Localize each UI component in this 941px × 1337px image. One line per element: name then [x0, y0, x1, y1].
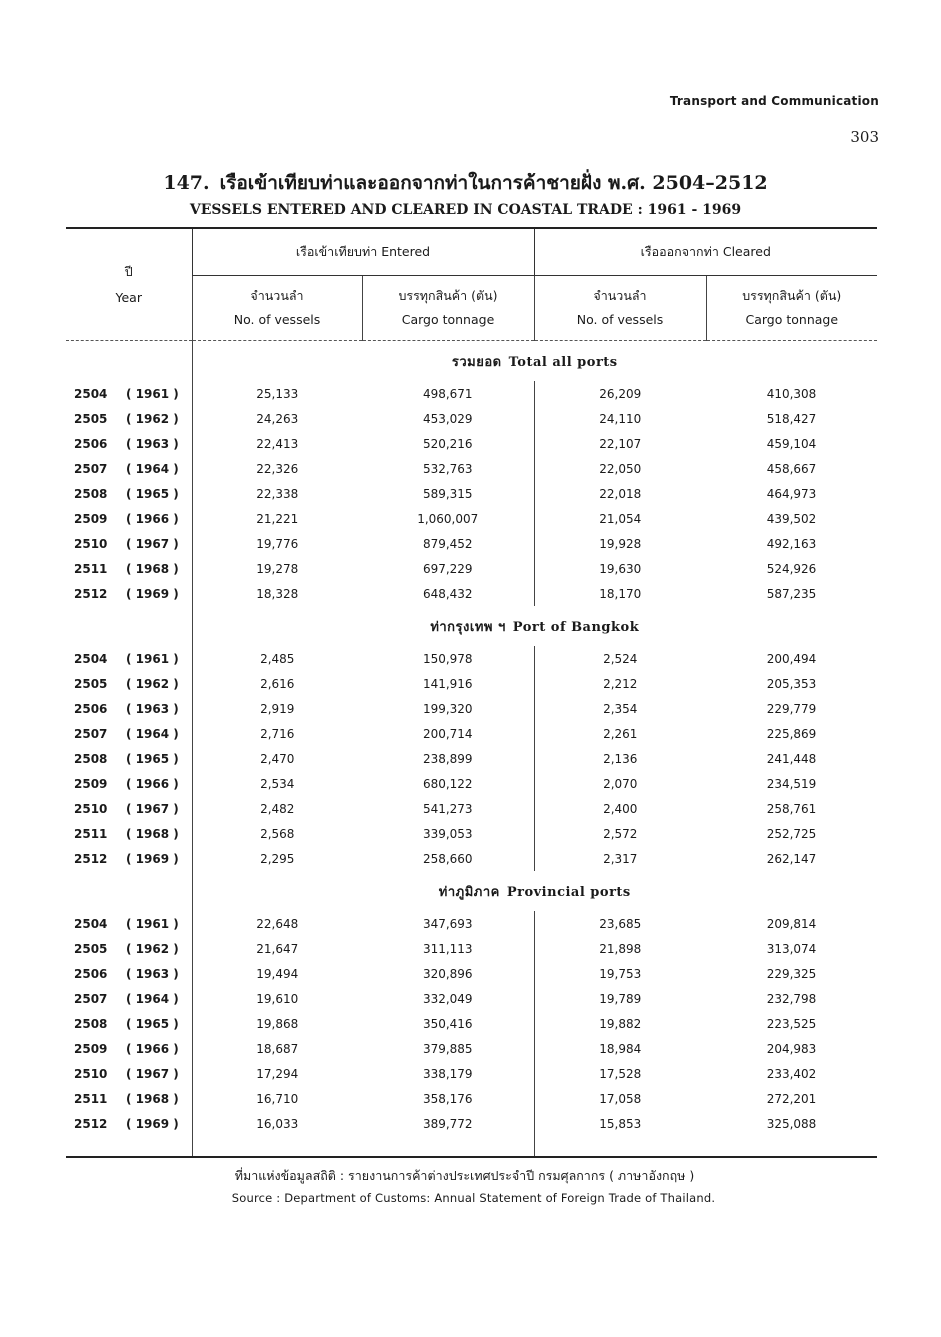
entered-cargo-cell: 339,053	[422, 826, 473, 841]
year-gregorian: ( 1966 )	[126, 1041, 179, 1056]
entered-vessels-cell: 22,413	[192, 431, 362, 456]
entered-vessels-cell: 2,470	[192, 746, 362, 771]
cleared-vessels-cell: 2,212	[534, 671, 706, 696]
table-row	[66, 406, 877, 431]
title-thai: เรือเข้าเทียบท่าและออกจากท่าในการค้าชายฝั่ง พ.ศ. 2504–2512	[219, 172, 768, 194]
table-row	[66, 796, 877, 821]
year-cell	[66, 746, 192, 771]
year-buddhist-era: 2507	[74, 461, 108, 476]
table-row	[66, 846, 877, 871]
section-header-row	[66, 871, 877, 911]
table-row	[66, 936, 877, 961]
entered-cargo-cell: 347,693	[422, 916, 473, 931]
year-cell	[66, 796, 192, 821]
cleared-cargo-cell: 272,201	[766, 1091, 817, 1106]
year-cell	[66, 646, 192, 671]
entered-vessels-cell: 16,033	[192, 1111, 362, 1136]
table-row	[66, 961, 877, 986]
table-row	[66, 671, 877, 696]
entered-cargo-cell: 311,113	[422, 941, 473, 956]
year-gregorian: ( 1966 )	[126, 776, 179, 791]
year-cell	[66, 986, 192, 1011]
table-row	[66, 506, 877, 531]
entered-group-header: เรือเข้าเทียบท่า Entered	[192, 228, 534, 276]
section-label	[192, 871, 877, 911]
cleared-cargo-cell: 325,088	[766, 1116, 817, 1131]
entered-cargo-cell: 320,896	[422, 966, 473, 981]
entered-vessels-cell: 17,294	[192, 1061, 362, 1086]
entered-cargo-cell: 389,772	[422, 1116, 473, 1131]
year-buddhist-era: 2504	[74, 386, 108, 401]
entered-cargo-header	[362, 276, 534, 341]
year-buddhist-era: 2506	[74, 966, 108, 981]
year-gregorian: ( 1963 )	[126, 966, 179, 981]
year-header	[66, 228, 192, 341]
year-gregorian: ( 1968 )	[126, 1091, 179, 1106]
table-row	[66, 581, 877, 606]
year-buddhist-era: 2509	[74, 511, 108, 526]
cleared-cargo-cell: 410,308	[766, 386, 817, 401]
year-buddhist-era: 2505	[74, 676, 108, 691]
cleared-vessels-cell: 24,110	[534, 406, 706, 431]
year-gregorian: ( 1961 )	[126, 651, 179, 666]
cleared-vessels-cell: 2,317	[534, 846, 706, 871]
year-buddhist-era: 2510	[74, 801, 108, 816]
cleared-cargo-cell: 233,402	[766, 1066, 817, 1081]
statistics-table-container	[66, 227, 877, 1158]
cleared-vessels-cell: 2,261	[534, 721, 706, 746]
table-row	[66, 431, 877, 456]
section-header-row	[66, 341, 877, 382]
entered-vessels-cell: 21,647	[192, 936, 362, 961]
section-label-gap	[500, 885, 507, 900]
entered-vessels-cell: 2,716	[192, 721, 362, 746]
year-cell	[66, 381, 192, 406]
year-cell	[66, 581, 192, 606]
cleared-cargo-cell: 205,353	[766, 676, 817, 691]
year-header-thai: ปี	[124, 263, 133, 279]
year-buddhist-era: 2507	[74, 991, 108, 1006]
section-label-thai: ท่าภูมิภาค	[438, 884, 500, 900]
entered-vessels-cell: 22,648	[192, 911, 362, 936]
cleared-cargo-cell: 229,325	[766, 966, 817, 981]
section-spacer	[66, 871, 192, 911]
entered-cargo-cell: 200,714	[422, 726, 473, 741]
section-label-gap	[502, 355, 509, 370]
entered-vessels-cell: 19,278	[192, 556, 362, 581]
entered-vessels-cell: 2,485	[192, 646, 362, 671]
section-spacer	[66, 606, 192, 646]
entered-vessels-cell: 2,568	[192, 821, 362, 846]
cleared-vessels-cell: 26,209	[534, 381, 706, 406]
table-row	[66, 381, 877, 406]
section-label	[192, 606, 877, 646]
cleared-cargo-cell: 439,502	[766, 511, 817, 526]
cleared-vessels-cell: 19,882	[534, 1011, 706, 1036]
table-number: 147.	[163, 172, 210, 194]
entered-vessels-cell: 21,221	[192, 506, 362, 531]
table-title	[0, 168, 941, 218]
year-cell	[66, 456, 192, 481]
cleared-cargo-cell: 252,725	[766, 826, 817, 841]
cleared-cargo-cell: 223,525	[766, 1016, 817, 1031]
entered-vessels-cell: 2,295	[192, 846, 362, 871]
table-row	[66, 746, 877, 771]
entered-cargo-cell: 258,660	[422, 851, 473, 866]
cleared-cargo-cell: 262,147	[766, 851, 817, 866]
year-buddhist-era: 2505	[74, 411, 108, 426]
cleared-cargo-cell: 209,814	[766, 916, 817, 931]
table-row	[66, 646, 877, 671]
cleared-vessels-cell: 2,136	[534, 746, 706, 771]
cleared-cargo-cell: 204,983	[766, 1041, 817, 1056]
cleared-cargo-cell: 200,494	[766, 651, 817, 666]
title-english: VESSELS ENTERED AND CLEARED IN COASTAL TRADE : 1961 - 1969	[189, 202, 742, 218]
table-row	[66, 771, 877, 796]
table-row	[66, 1086, 877, 1111]
year-buddhist-era: 2512	[74, 586, 108, 601]
entered-cargo-cell: 379,885	[422, 1041, 473, 1056]
cleared-vessels-cell: 15,853	[534, 1111, 706, 1136]
year-buddhist-era: 2510	[74, 1066, 108, 1081]
cleared-vessels-cell: 19,753	[534, 961, 706, 986]
cleared-cargo-cell: 241,448	[766, 751, 817, 766]
table-row	[66, 1036, 877, 1061]
cargo-header-english: Cargo tonnage	[745, 312, 839, 327]
entered-vessels-cell: 19,494	[192, 961, 362, 986]
entered-vessels-cell: 18,687	[192, 1036, 362, 1061]
entered-vessels-cell: 2,919	[192, 696, 362, 721]
year-gregorian: ( 1969 )	[126, 851, 179, 866]
section-label-thai: ท่ากรุงเทพ ฯ	[430, 619, 506, 635]
year-gregorian: ( 1964 )	[126, 991, 179, 1006]
year-cell	[66, 1011, 192, 1036]
cleared-cargo-header	[706, 276, 877, 341]
cleared-vessels-cell: 22,107	[534, 431, 706, 456]
cleared-cargo-cell: 524,926	[766, 561, 817, 576]
year-cell	[66, 506, 192, 531]
section-label-thai: รวมยอด	[451, 354, 502, 370]
year-cell	[66, 721, 192, 746]
cleared-vessels-cell: 21,054	[534, 506, 706, 531]
year-cell	[66, 846, 192, 871]
statistics-table	[66, 227, 877, 1158]
section-label-english: Port of Bangkok	[512, 619, 640, 635]
entered-vessels-cell: 19,868	[192, 1011, 362, 1036]
entered-vessels-cell: 18,328	[192, 581, 362, 606]
table-row	[66, 1011, 877, 1036]
year-gregorian: ( 1967 )	[126, 536, 179, 551]
cleared-vessels-cell: 19,928	[534, 531, 706, 556]
entered-cargo-cell: 338,179	[422, 1066, 473, 1081]
year-buddhist-era: 2511	[74, 1091, 108, 1106]
year-gregorian: ( 1965 )	[126, 751, 179, 766]
entered-vessels-cell: 22,326	[192, 456, 362, 481]
year-gregorian: ( 1968 )	[126, 826, 179, 841]
section-header-row	[66, 606, 877, 646]
vessels-header-thai: จำนวนลำ	[250, 288, 304, 303]
section-spacer	[66, 341, 192, 382]
cargo-header-thai: บรรทุกสินค้า (ตัน)	[742, 288, 842, 303]
cleared-cargo-cell: 587,235	[766, 586, 817, 601]
entered-cargo-cell: 589,315	[422, 486, 473, 501]
entered-vessels-cell: 22,338	[192, 481, 362, 506]
year-cell	[66, 1061, 192, 1086]
year-gregorian: ( 1968 )	[126, 561, 179, 576]
year-cell	[66, 771, 192, 796]
entered-vessels-cell: 16,710	[192, 1086, 362, 1111]
table-bottom-rule	[66, 1136, 877, 1157]
entered-cargo-cell: 358,176	[422, 1091, 473, 1106]
cleared-cargo-cell: 492,163	[766, 536, 817, 551]
year-cell	[66, 936, 192, 961]
year-gregorian: ( 1969 )	[126, 586, 179, 601]
source-note	[0, 1166, 941, 1205]
year-buddhist-era: 2511	[74, 826, 108, 841]
bottom-rule-cell	[534, 1136, 706, 1157]
cleared-vessels-cell: 17,058	[534, 1086, 706, 1111]
table-header	[66, 228, 877, 341]
vessels-header-english: No. of vessels	[576, 312, 664, 327]
entered-cargo-cell: 199,320	[422, 701, 473, 716]
year-cell	[66, 406, 192, 431]
year-header-english: Year	[115, 289, 142, 305]
year-buddhist-era: 2507	[74, 726, 108, 741]
cleared-vessels-header	[534, 276, 706, 341]
cleared-cargo-cell: 234,519	[766, 776, 817, 791]
table-row	[66, 556, 877, 581]
year-gregorian: ( 1967 )	[126, 801, 179, 816]
entered-vessels-cell: 25,133	[192, 381, 362, 406]
cleared-vessels-cell: 18,170	[534, 581, 706, 606]
cargo-header-english: Cargo tonnage	[401, 312, 495, 327]
cleared-cargo-cell: 464,973	[766, 486, 817, 501]
table-row	[66, 721, 877, 746]
cleared-cargo-cell: 232,798	[766, 991, 817, 1006]
cleared-vessels-cell: 18,984	[534, 1036, 706, 1061]
source-thai: ที่มาแห่งข้อมูลสถิติ : รายงานการค้าต่างประเทศประจำปี กรมศุลกากร ( ภาษาอังกฤษ )	[234, 1168, 695, 1183]
entered-cargo-cell: 680,122	[422, 776, 473, 791]
entered-vessels-cell: 2,534	[192, 771, 362, 796]
entered-vessels-cell: 19,776	[192, 531, 362, 556]
cleared-cargo-cell: 313,074	[766, 941, 817, 956]
vessels-header-thai: จำนวนลำ	[593, 288, 647, 303]
table-row	[66, 696, 877, 721]
entered-vessels-cell: 24,263	[192, 406, 362, 431]
section-label	[192, 341, 877, 382]
cleared-vessels-cell: 2,572	[534, 821, 706, 846]
entered-cargo-cell: 332,049	[422, 991, 473, 1006]
year-buddhist-era: 2506	[74, 436, 108, 451]
year-cell	[66, 1086, 192, 1111]
year-gregorian: ( 1969 )	[126, 1116, 179, 1131]
title-thai-line	[0, 168, 941, 198]
vessels-header-english: No. of vessels	[233, 312, 321, 327]
section-label-english: Total all ports	[508, 354, 618, 370]
year-gregorian: ( 1967 )	[126, 1066, 179, 1081]
entered-vessels-cell: 19,610	[192, 986, 362, 1011]
year-buddhist-era: 2508	[74, 1016, 108, 1031]
page-number: 303	[850, 128, 879, 146]
year-gregorian: ( 1961 )	[126, 386, 179, 401]
cleared-vessels-cell: 17,528	[534, 1061, 706, 1086]
year-cell	[66, 821, 192, 846]
cleared-vessels-cell: 2,354	[534, 696, 706, 721]
year-cell	[66, 911, 192, 936]
year-buddhist-era: 2505	[74, 941, 108, 956]
year-buddhist-era: 2512	[74, 1116, 108, 1131]
year-gregorian: ( 1962 )	[126, 941, 179, 956]
year-cell	[66, 671, 192, 696]
table-row	[66, 821, 877, 846]
year-gregorian: ( 1966 )	[126, 511, 179, 526]
entered-cargo-cell: 697,229	[422, 561, 473, 576]
bottom-rule-cell	[192, 1136, 362, 1157]
year-gregorian: ( 1964 )	[126, 726, 179, 741]
running-head: Transport and Communication	[669, 94, 879, 108]
year-gregorian: ( 1963 )	[126, 436, 179, 451]
cleared-group-header: เรือออกจากท่า Cleared	[534, 228, 877, 276]
section-label-english: Provincial ports	[506, 884, 631, 900]
entered-cargo-cell: 1,060,007	[417, 511, 479, 526]
cleared-vessels-cell: 2,400	[534, 796, 706, 821]
year-cell	[66, 1036, 192, 1061]
table-row	[66, 481, 877, 506]
year-gregorian: ( 1962 )	[126, 676, 179, 691]
cleared-cargo-cell: 458,667	[766, 461, 817, 476]
cleared-cargo-cell: 459,104	[766, 436, 817, 451]
cleared-vessels-cell: 23,685	[534, 911, 706, 936]
entered-vessels-header	[192, 276, 362, 341]
table-row	[66, 911, 877, 936]
year-gregorian: ( 1961 )	[126, 916, 179, 931]
year-buddhist-era: 2504	[74, 651, 108, 666]
source-english: Source : Department of Customs: Annual Statement of Foreign Trade of Thailand.	[231, 1191, 716, 1205]
entered-cargo-cell: 532,763	[422, 461, 473, 476]
table-body	[66, 341, 877, 1158]
section-label-gap	[506, 620, 513, 635]
year-buddhist-era: 2509	[74, 1041, 108, 1056]
cleared-cargo-cell: 258,761	[766, 801, 817, 816]
cleared-cargo-cell: 225,869	[766, 726, 817, 741]
cleared-vessels-cell: 22,018	[534, 481, 706, 506]
table-row	[66, 531, 877, 556]
year-gregorian: ( 1962 )	[126, 411, 179, 426]
year-gregorian: ( 1964 )	[126, 461, 179, 476]
cleared-vessels-cell: 22,050	[534, 456, 706, 481]
year-buddhist-era: 2510	[74, 536, 108, 551]
year-gregorian: ( 1963 )	[126, 701, 179, 716]
entered-cargo-cell: 648,432	[422, 586, 473, 601]
cleared-vessels-cell: 21,898	[534, 936, 706, 961]
table-row	[66, 1111, 877, 1136]
year-cell	[66, 696, 192, 721]
year-buddhist-era: 2504	[74, 916, 108, 931]
entered-cargo-cell: 141,916	[422, 676, 473, 691]
entered-cargo-cell: 150,978	[422, 651, 473, 666]
cleared-vessels-cell: 2,070	[534, 771, 706, 796]
bottom-rule-cell	[706, 1136, 877, 1157]
entered-cargo-cell: 238,899	[422, 751, 473, 766]
entered-cargo-cell: 879,452	[422, 536, 473, 551]
entered-cargo-cell: 541,273	[422, 801, 473, 816]
year-buddhist-era: 2508	[74, 751, 108, 766]
cleared-cargo-cell: 518,427	[766, 411, 817, 426]
year-buddhist-era: 2508	[74, 486, 108, 501]
bottom-rule-cell	[66, 1136, 192, 1157]
cleared-cargo-cell: 229,779	[766, 701, 817, 716]
cargo-header-thai: บรรทุกสินค้า (ตัน)	[398, 288, 498, 303]
year-gregorian: ( 1965 )	[126, 486, 179, 501]
entered-cargo-cell: 498,671	[422, 386, 473, 401]
entered-cargo-cell: 350,416	[422, 1016, 473, 1031]
entered-vessels-cell: 2,482	[192, 796, 362, 821]
year-cell	[66, 531, 192, 556]
entered-vessels-cell: 2,616	[192, 671, 362, 696]
table-row	[66, 456, 877, 481]
cleared-vessels-cell: 19,789	[534, 986, 706, 1011]
year-cell	[66, 1111, 192, 1136]
year-buddhist-era: 2509	[74, 776, 108, 791]
year-cell	[66, 961, 192, 986]
year-buddhist-era: 2506	[74, 701, 108, 716]
entered-cargo-cell: 520,216	[422, 436, 473, 451]
year-buddhist-era: 2512	[74, 851, 108, 866]
cleared-vessels-cell: 2,524	[534, 646, 706, 671]
year-gregorian: ( 1965 )	[126, 1016, 179, 1031]
year-cell	[66, 556, 192, 581]
year-buddhist-era: 2511	[74, 561, 108, 576]
entered-cargo-cell: 453,029	[422, 411, 473, 426]
table-row	[66, 1061, 877, 1086]
table-row	[66, 986, 877, 1011]
cleared-vessels-cell: 19,630	[534, 556, 706, 581]
year-cell	[66, 431, 192, 456]
bottom-rule-cell	[362, 1136, 534, 1157]
year-cell	[66, 481, 192, 506]
